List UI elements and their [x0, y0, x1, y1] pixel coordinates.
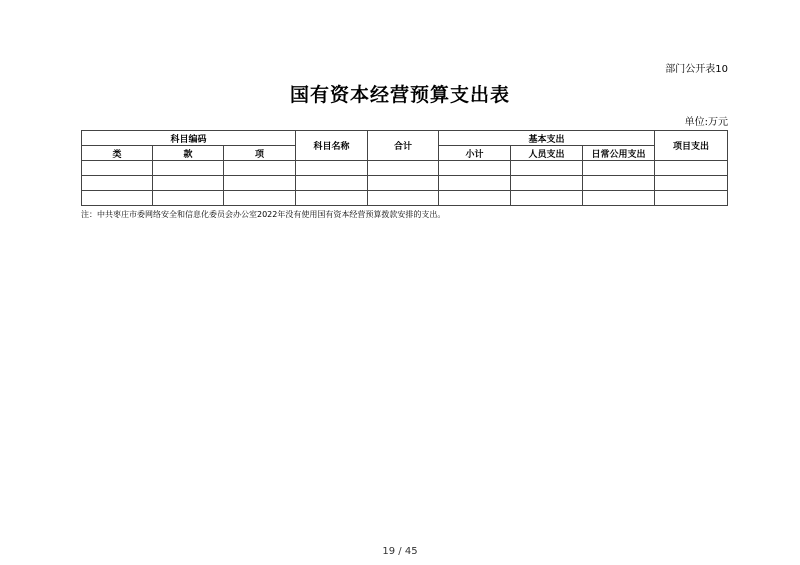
- table-row: [82, 191, 728, 206]
- table-cell: [224, 161, 296, 176]
- table-row: [82, 161, 728, 176]
- form-number: 部门公开表10: [665, 64, 728, 75]
- table-cell: [511, 191, 583, 206]
- page-number: 19 / 45: [382, 546, 418, 557]
- table-cell: [153, 161, 224, 176]
- table-cell: [368, 161, 439, 176]
- table-cell: [655, 176, 728, 191]
- header-project-expenditure: 项目支出: [655, 131, 728, 161]
- header-section: 款: [153, 146, 224, 161]
- table-header-row-1: [82, 131, 728, 146]
- table-cell: [439, 161, 511, 176]
- header-daily-public: 日常公用支出: [583, 146, 655, 161]
- page-title: 国有资本经营预算支出表: [289, 84, 510, 106]
- table-cell: [296, 176, 368, 191]
- header-basic-expenditure: 基本支出: [439, 131, 655, 146]
- table-cell: [583, 191, 655, 206]
- footnote: 注：中共枣庄市委网络安全和信息化委员会办公室2022年没有使用国有资本经营预算拨款安排的支出。: [81, 210, 446, 219]
- table-cell: [511, 161, 583, 176]
- table-cell: [82, 191, 153, 206]
- table-row: [82, 176, 728, 191]
- table-cell: [368, 191, 439, 206]
- table-cell: [82, 176, 153, 191]
- header-personnel: 人员支出: [511, 146, 583, 161]
- header-item: 项: [224, 146, 296, 161]
- table-cell: [583, 161, 655, 176]
- header-subject-name: 科目名称: [296, 131, 368, 161]
- table-cell: [368, 176, 439, 191]
- table-cell: [224, 191, 296, 206]
- table-cell: [439, 176, 511, 191]
- table-cell: [511, 176, 583, 191]
- header-subject-code: 科目编码: [82, 131, 296, 146]
- header-total: 合计: [368, 131, 439, 161]
- table-cell: [296, 191, 368, 206]
- table-cell: [583, 176, 655, 191]
- table-cell: [439, 191, 511, 206]
- budget-table: [81, 130, 728, 206]
- header-class: 类: [82, 146, 153, 161]
- table-cell: [655, 191, 728, 206]
- table-cell: [153, 176, 224, 191]
- header-subtotal: 小计: [439, 146, 511, 161]
- table-cell: [224, 176, 296, 191]
- table-cell: [153, 191, 224, 206]
- table-cell: [82, 161, 153, 176]
- unit-label: 单位:万元: [684, 117, 728, 128]
- table-cell: [296, 161, 368, 176]
- table-cell: [655, 161, 728, 176]
